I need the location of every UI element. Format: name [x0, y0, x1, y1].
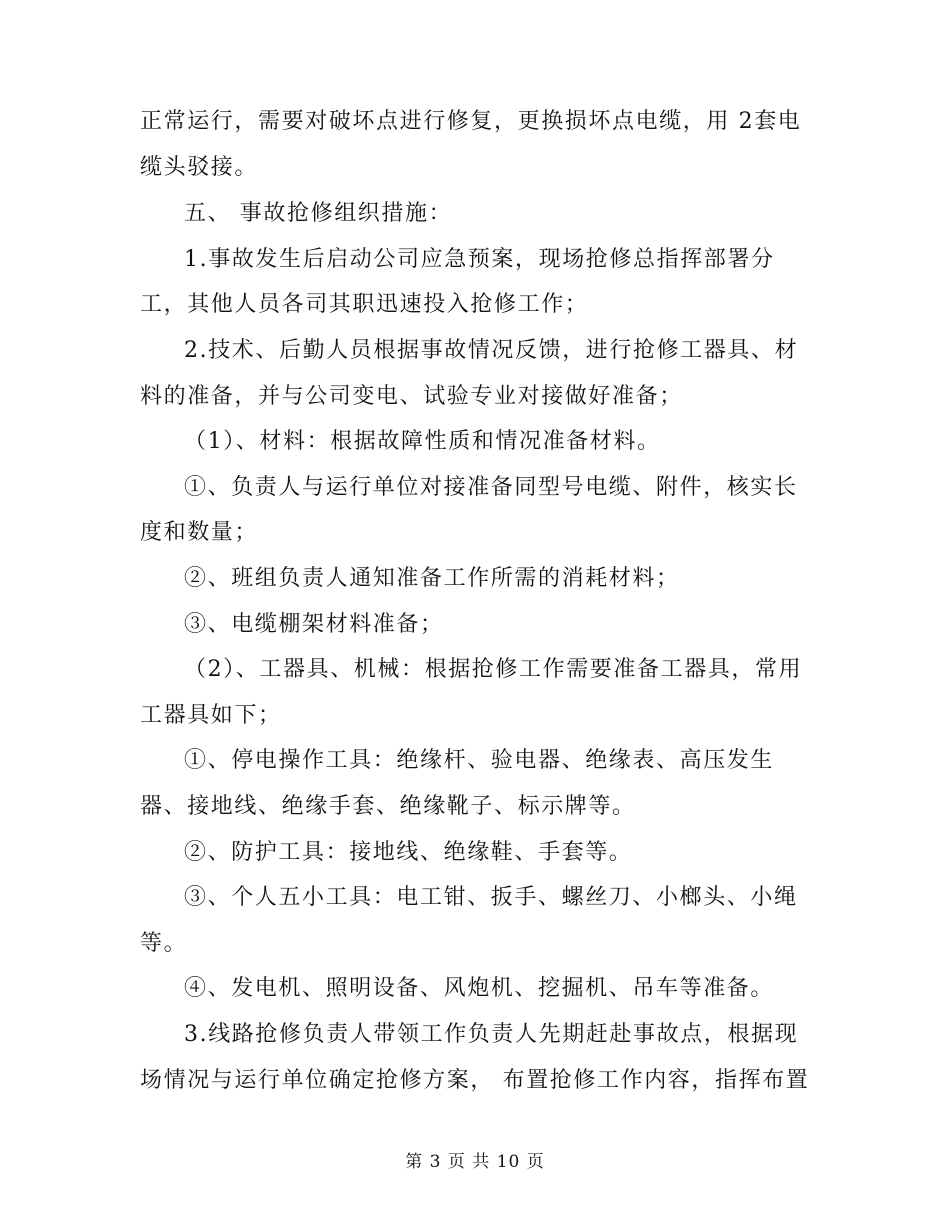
list-item-line: ③、个人五小工具：电工钳、扳手、螺丝刀、小榔头、小绳 [184, 885, 798, 910]
subsection-heading: （2）、工器具、机械：根据抢修工作需要准备工器具，常用 [184, 657, 803, 682]
list-item-line: ②、班组负责人通知准备工作所需的消耗材料； [184, 566, 680, 591]
list-item-line: ④、发电机、照明设备、风炮机、挖掘机、吊车等准备。 [184, 976, 775, 1001]
paragraph-line: 1.事故发生后启动公司应急预案，现场抢修总指挥部署分 [184, 247, 775, 272]
paragraph-line: 正常运行，需要对破坏点进行修复，更换损坏点电缆，用 2套电 [140, 109, 802, 134]
paragraph-line: 工，其他人员各司其职迅速投入抢修工作； [140, 292, 589, 317]
list-item-line: ②、防护工具：接地线、绝缘鞋、手套等。 [184, 840, 633, 865]
subsection-heading: （1）、材料：根据故障性质和情况准备材料。 [184, 429, 661, 454]
section-heading: 五、 事故抢修组织措施： [184, 201, 453, 226]
paragraph-line: 场情况与运行单位确定抢修方案， 布置抢修工作内容，指挥布置 [140, 1068, 810, 1093]
list-item-line: ①、停电操作工具：绝缘杆、验电器、绝缘表、高压发生 [184, 748, 775, 773]
paragraph-line: 料的准备，并与公司变电、试验专业对接做好准备； [140, 384, 683, 409]
list-item-line: 等。 [140, 931, 188, 956]
list-item-line: 度和数量； [140, 520, 259, 545]
list-item-line: 器、接地线、绝缘手套、绝缘靴子、标示牌等。 [140, 794, 636, 819]
paragraph-line: 2.技术、后勤人员根据事故情况反馈，进行抢修工器具、材 [184, 338, 799, 363]
paragraph-line: 缆头驳接。 [140, 155, 259, 180]
paragraph-line: 3.线路抢修负责人带领工作负责人先期赶赴事故点，根据现 [184, 1022, 799, 1047]
list-item-line: ①、负责人与运行单位对接准备同型号电缆、附件，核实长 [184, 475, 798, 500]
paragraph-line: 工器具如下； [140, 703, 282, 728]
page-number-footer: 第 3 页 共 10 页 [405, 1152, 545, 1172]
list-item-line: ③、电缆棚架材料准备； [184, 612, 444, 637]
